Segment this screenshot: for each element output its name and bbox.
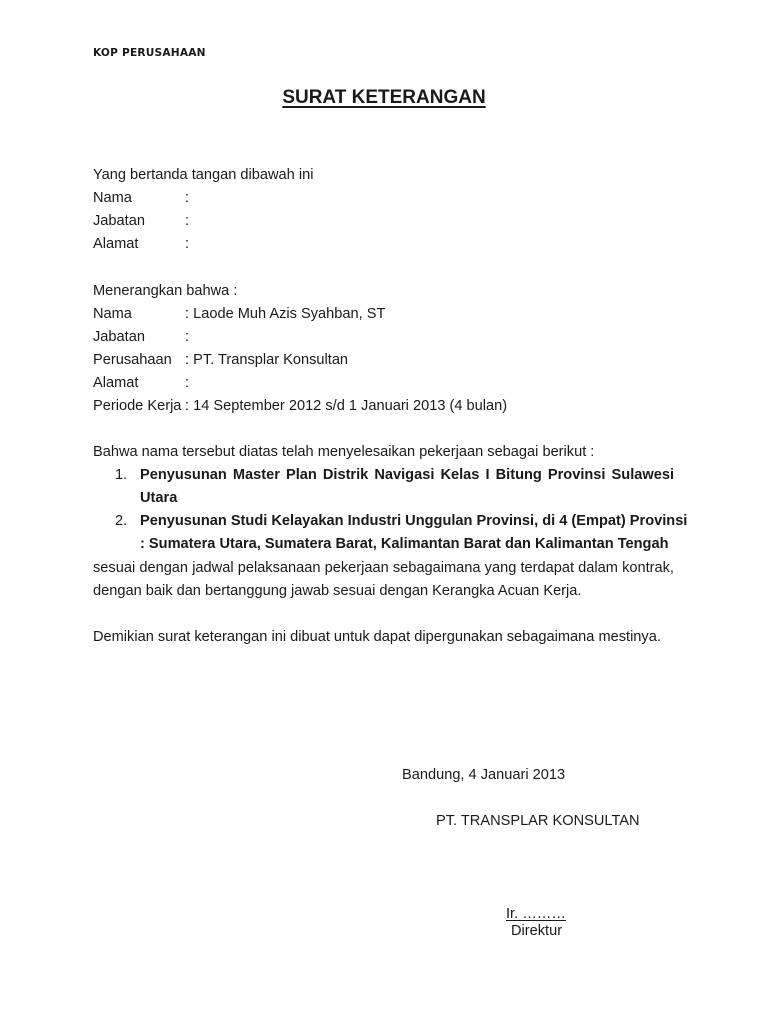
signatory-name: Ir. ……… xyxy=(506,906,566,922)
field-value: : xyxy=(185,213,190,229)
field-value: : xyxy=(185,329,190,345)
field-label: Nama xyxy=(93,306,132,322)
list-item-text-continued: Utara xyxy=(140,490,178,506)
subject-row-periode-kerja xyxy=(93,399,507,414)
list-item-text xyxy=(140,468,674,483)
subject-row-perusahaan xyxy=(93,353,348,368)
document-title xyxy=(0,88,768,107)
list-item-text-continued: : Sumatera Utara, Sumatera Barat, Kalimantan Barat dan Kalimantan Tengah xyxy=(140,536,669,552)
place-date: Bandung, 4 Januari 2013 xyxy=(402,767,566,783)
field-label: Nama xyxy=(93,190,132,206)
company-name: PT. TRANSPLAR KONSULTAN xyxy=(436,813,640,829)
field-value: : 14 September 2012 s/d 1 Januari 2013 (4 bulan) xyxy=(185,398,508,414)
letterhead: KOP PERUSAHAAN xyxy=(93,47,206,59)
list-item-line: Penyusunan Studi Kelayakan Industri Unggulan Provinsi, di 4 (Empat) Provinsi xyxy=(140,513,688,529)
statement-intro: Menerangkan bahwa : xyxy=(93,283,238,299)
field-label: Jabatan xyxy=(93,213,145,229)
closing-line: sesuai dengan jadwal pelaksanaan pekerjaan sebagaimana yang terdapat dalam kontrak, xyxy=(93,560,674,576)
list-item-number: 2. xyxy=(115,513,128,529)
field-label: Perusahaan xyxy=(93,352,172,368)
field-label: Jabatan xyxy=(93,329,145,345)
signer-row-alamat xyxy=(93,237,189,252)
subject-row-jabatan xyxy=(93,330,189,345)
list-item-text xyxy=(140,513,688,529)
signer-row-nama xyxy=(93,191,189,206)
list-item-line: Penyusunan Master Plan Distrik Navigasi Kelas I Bitung Provinsi Sulawesi xyxy=(140,467,674,483)
field-value: : PT. Transplar Konsultan xyxy=(185,352,349,368)
subject-row-nama xyxy=(93,307,385,322)
field-value: : Laode Muh Azis Syahban, ST xyxy=(185,306,386,322)
signatory-position: Direktur xyxy=(511,923,563,939)
field-label: Periode Kerja xyxy=(93,398,182,414)
list-item-number: 1. xyxy=(115,467,128,483)
document-title-text: SURAT KETERANGAN xyxy=(282,87,486,108)
closing-paragraph xyxy=(93,561,674,576)
subject-row-alamat xyxy=(93,376,189,391)
final-statement: Demikian surat keterangan ini dibuat untuk dapat dipergunakan sebagaimana mestinya. xyxy=(93,629,661,645)
field-value: : xyxy=(185,190,190,206)
field-label: Alamat xyxy=(93,375,139,391)
field-label: Alamat xyxy=(93,236,139,252)
signer-row-jabatan xyxy=(93,214,189,229)
closing-paragraph-continued: dengan baik dan bertanggung jawab sesuai dengan Kerangka Acuan Kerja. xyxy=(93,583,582,599)
field-value: : xyxy=(185,236,190,252)
intro-line: Yang bertanda tangan dibawah ini xyxy=(93,167,314,183)
work-intro: Bahwa nama tersebut diatas telah menyelesaikan pekerjaan sebagai berikut : xyxy=(93,444,595,460)
field-value: : xyxy=(185,375,190,391)
